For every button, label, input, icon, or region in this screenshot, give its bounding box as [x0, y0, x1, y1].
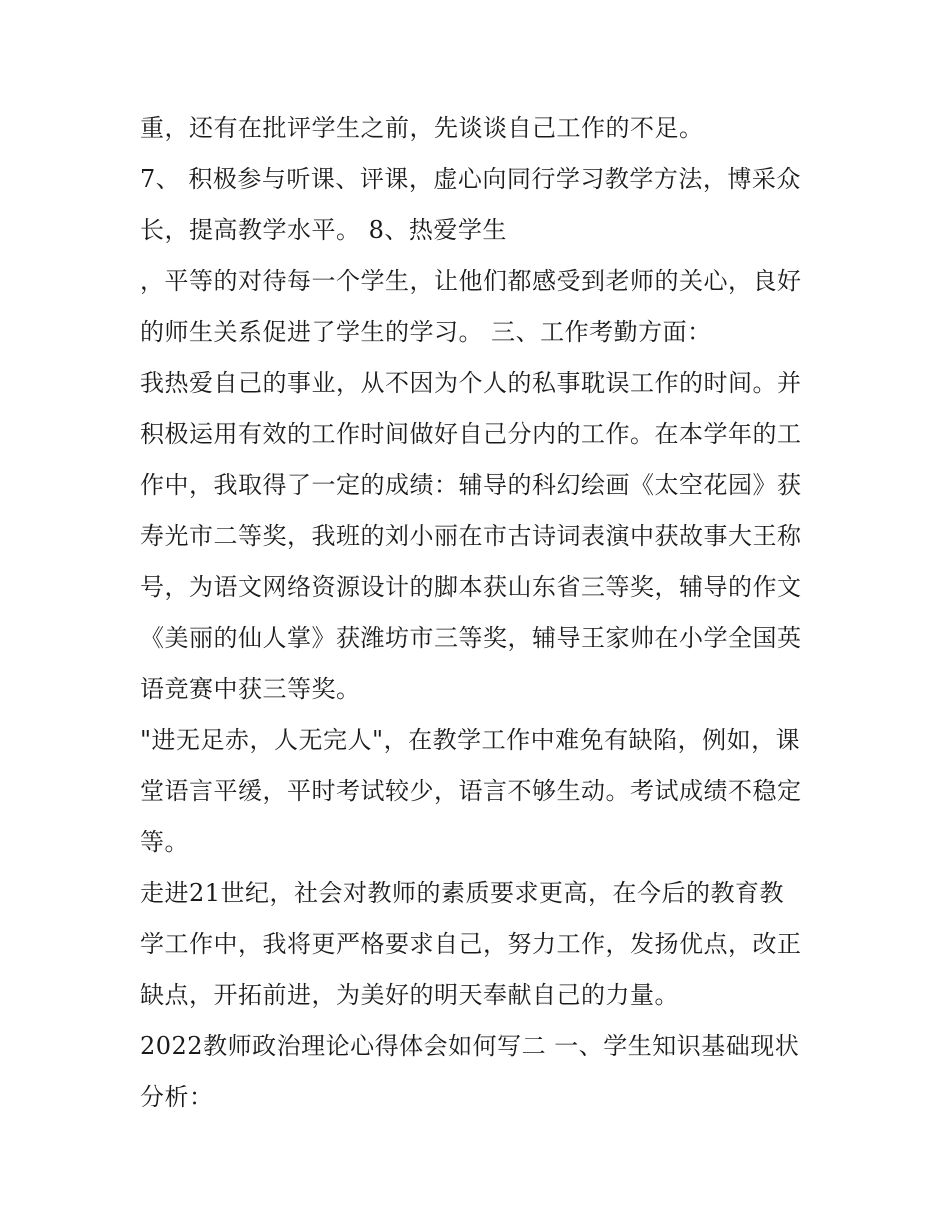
text-line: 学工作中，我将更严格要求自己，努力工作，发扬优点，改正: [140, 930, 802, 958]
text-line: 堂语言平缓，平时考试较少，语言不够生动。考试成绩不稳定: [140, 777, 802, 805]
text-line: 我热爱自己的事业，从不因为个人的私事耽误工作的时间。并: [140, 369, 802, 397]
text-line: 的师生关系促进了学生的学习。 三、工作考勤方面：: [140, 318, 712, 346]
text-line: 走进21世纪，社会对教师的素质要求更高，在今后的教育教: [140, 879, 785, 907]
text-line: 等。: [140, 828, 189, 856]
text-line: 7、 积极参与听课、评课，虚心向同行学习教学方法，博采众: [140, 165, 801, 193]
text-line: 2022教师政治理论心得体会如何写二 一、学生知识基础现状: [140, 1032, 800, 1060]
text-line: 长，提高教学水平。 8、热爱学生: [140, 216, 507, 244]
text-line: 《美丽的仙人掌》获潍坊市三等奖，辅导王家帅在小学全国英: [140, 624, 802, 652]
text-line: 重，还有在批评学生之前，先谈谈自己工作的不足。: [140, 114, 704, 142]
text-line: 积极运用有效的工作时间做好自己分内的工作。在本学年的工: [140, 420, 802, 448]
text-line: 寿光市二等奖，我班的刘小丽在市古诗词表演中获故事大王称: [140, 522, 802, 550]
text-line: 号，为语文网络资源设计的脚本获山东省三等奖，辅导的作文: [140, 573, 802, 601]
text-line: "进无足赤，人无完人"，在教学工作中难免有缺陷，例如，课: [140, 726, 801, 754]
text-line: 语竞赛中获三等奖。: [140, 675, 361, 703]
text-line: 作中，我取得了一定的成绩：辅导的科幻绘画《太空花园》获: [140, 471, 802, 499]
text-line: 分析：: [140, 1083, 214, 1111]
text-line: ，平等的对待每一个学生，让他们都感受到老师的关心，良好: [140, 267, 802, 295]
text-line: 缺点，开拓前进，为美好的明天奉献自己的力量。: [140, 981, 679, 1009]
